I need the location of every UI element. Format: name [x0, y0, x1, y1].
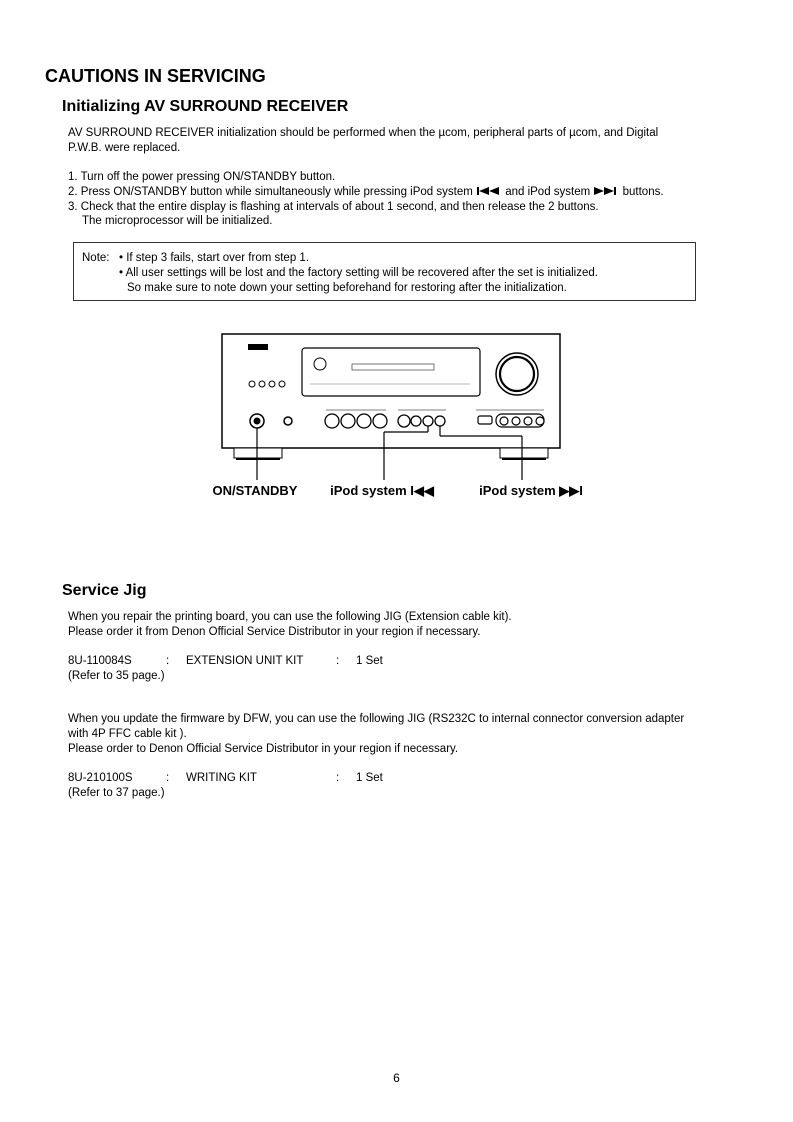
kit2-sep: :: [166, 772, 170, 784]
step2-text-c: buttons.: [622, 186, 664, 198]
jig-kit1-row: [68, 654, 468, 669]
init-step3-line1: 3. Check that the entire display is flashing at intervals of about 1 second, and then release the 2 buttons.: [68, 201, 599, 213]
kit2-part: 8U-210100S: [68, 772, 133, 784]
init-step1: 1. Turn off the power pressing ON/STANDBY button.: [68, 171, 336, 183]
init-intro-line2: P.W.B. were replaced.: [68, 142, 181, 154]
jig-kit2-row: [68, 771, 468, 786]
page-number: 6: [393, 1071, 400, 1085]
kit1-part: 8U-110084S: [68, 655, 132, 667]
init-step3-line2: The microprocessor will be initialized.: [82, 215, 273, 227]
note-item-2: • All user settings will be lost and the factory setting will be recovered after the set is initialized.: [119, 267, 598, 279]
display-window: [302, 348, 480, 396]
page-title: CAUTIONS IN SERVICING: [45, 66, 266, 86]
kit1-ref: (Refer to 35 page.): [68, 670, 165, 682]
jig-p2-line1: When you update the firmware by DFW, you can use the following JIG (RS232C to internal connector conversion adapter: [68, 713, 685, 725]
init-intro-line1: AV SURROUND RECEIVER initialization should be performed when the µcom, peripheral parts of µcom, and Digital: [68, 127, 659, 139]
ipod-next-button: [512, 417, 520, 425]
kit2-sep2: :: [336, 772, 340, 784]
init-step2: [68, 185, 664, 200]
step2-text-a: 2. Press ON/STANDBY button while simultaneously while pressing iPod system: [68, 186, 473, 198]
kit2-name: WRITING KIT: [186, 772, 257, 784]
jig-p2-line2: with 4P FFC cable kit ).: [68, 728, 187, 740]
note-item-3: So make sure to note down your setting beforehand for restoring after the initialization.: [127, 282, 567, 294]
label-ipod-prev: iPod system I◀◀: [330, 483, 434, 498]
ipod-prev-button: [423, 416, 433, 426]
kit1-name: EXTENSION UNIT KIT: [186, 655, 304, 667]
skip-back-icon: [476, 186, 502, 196]
brand-logo: [248, 344, 268, 350]
note-box: [73, 242, 696, 301]
init-heading: Initializing AV SURROUND RECEIVER: [62, 98, 349, 115]
label-ipod-next: iPod system ▶▶I: [479, 483, 583, 498]
jig-p1-line1: When you repair the printing board, you can use the following JIG (Extension cable kit).: [68, 611, 512, 623]
label-on-standby: ON/STANDBY: [212, 483, 298, 498]
kit1-qty: 1 Set: [356, 655, 383, 667]
receiver-front-panel-diagram: [200, 328, 600, 508]
phones-jack: [284, 417, 292, 425]
step2-text-b: and iPod system: [505, 186, 591, 198]
skip-forward-icon: [593, 186, 619, 196]
kit2-ref: (Refer to 37 page.): [68, 787, 165, 799]
kit2-qty: 1 Set: [356, 772, 383, 784]
note-item-1: • If step 3 fails, start over from step 1.: [119, 252, 310, 264]
note-label: Note:: [82, 252, 110, 264]
kit1-sep: :: [166, 655, 170, 667]
jig-p1-line2: Please order it from Denon Official Service Distributor in your region if necessary.: [68, 626, 481, 638]
kit1-sep2: :: [336, 655, 340, 667]
jig-p2-line3: Please order to Denon Official Service Distributor in your region if necessary.: [68, 743, 459, 755]
jig-heading: Service Jig: [62, 582, 147, 599]
